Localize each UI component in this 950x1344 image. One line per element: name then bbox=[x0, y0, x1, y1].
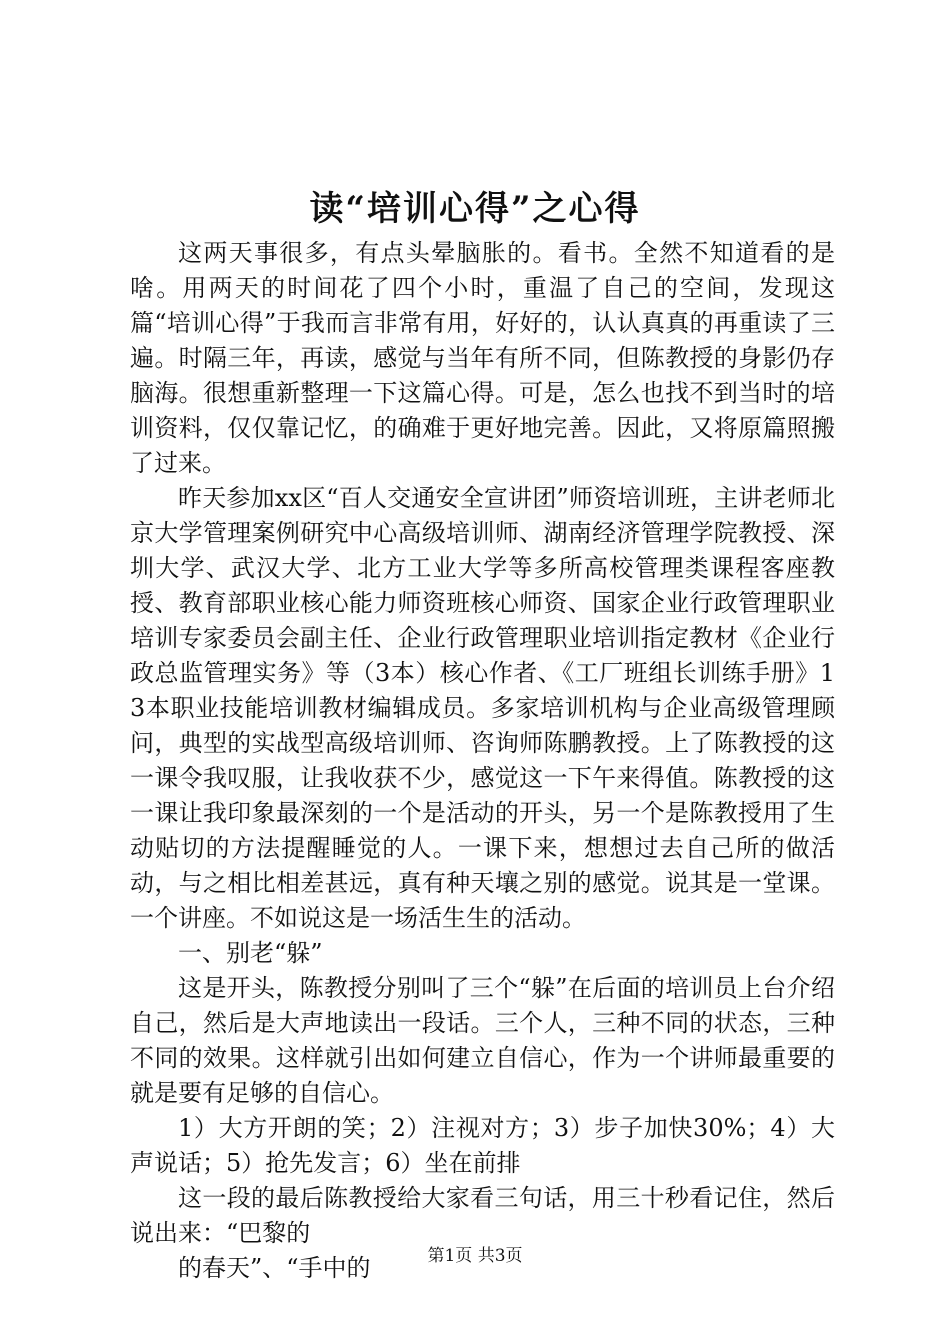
document-title: 读“培训心得”之心得 bbox=[309, 189, 641, 229]
section-heading-1: 一、别老“躲” bbox=[178, 939, 323, 967]
paragraph-training: 昨天参加xx区“百人交通安全宣讲团”师资培训班，主讲老师北京大学管理案例研究中心高级培训师、湖南经济管理学院教授、深圳大学、武汉大学、北方工业大学等多所高校管理类课程客座教授、教育部职业核心能力师资班核心师资、国家企业行政管理职业培训专家委员会副主任、企业行政管理职业培训指定教材《企业行政总监管理实务》等（3本）核心作者、《工厂班组长训练手册》13本职业技能培训教材编辑成员。多家培训机构与企业高级管理顾问，典型的实战型高级培训师、咨询师陈鹏教授。上了陈教授的这一课令我叹服，让我收获不少，感觉这一下午来得值。陈教授的这一课让我印象最深刻的一个是活动的开头，另一个是陈教授用了生动贴切的方法提醒睡觉的人。一课下来，想想过去自己所的做活动，与之相比相差甚远，真有种天壤之别的感觉。说其是一堂课。一个讲座。不如说这是一场活生生的活动。 bbox=[130, 484, 835, 932]
document-body bbox=[130, 236, 835, 1286]
paragraph-intro: 这两天事很多，有点头晕脑胀的。看书。全然不知道看的是啥。用两天的时间花了四个小时，重温了自己的空间，发现这篇“培训心得”于我而言非常有用，好好的，认认真真的再重读了三遍。时隔三年，再读，感觉与当年有所不同，但陈教授的身影仍存脑海。很想重新整理一下这篇心得。可是，怎么也找不到当时的培训资料，仅仅靠记忆，的确难于更好地完善。因此，又将原篇照搬了过来。 bbox=[130, 239, 835, 477]
paragraph-fragment: 的春天”、“手中的 bbox=[178, 1254, 371, 1282]
paragraph-three-sentences: 这一段的最后陈教授给大家看三句话，用三十秒看记住，然后说出来：“巴黎的 bbox=[130, 1184, 835, 1247]
paragraph-confidence-tips: 1）大方开朗的笑；2）注视对方；3）步子加快30%；4）大声说话；5）抢先发言；6）坐在前排 bbox=[130, 1114, 835, 1177]
paragraph-opening: 这是开头，陈教授分别叫了三个“躲”在后面的培训员上台介绍自己，然后是大声地读出一段话。三个人，三种不同的状态，三种不同的效果。这样就引出如何建立自信心，作为一个讲师最重要的就是要有足够的自信心。 bbox=[130, 974, 835, 1107]
page-footer: 第1页 共3页 bbox=[427, 1246, 523, 1266]
